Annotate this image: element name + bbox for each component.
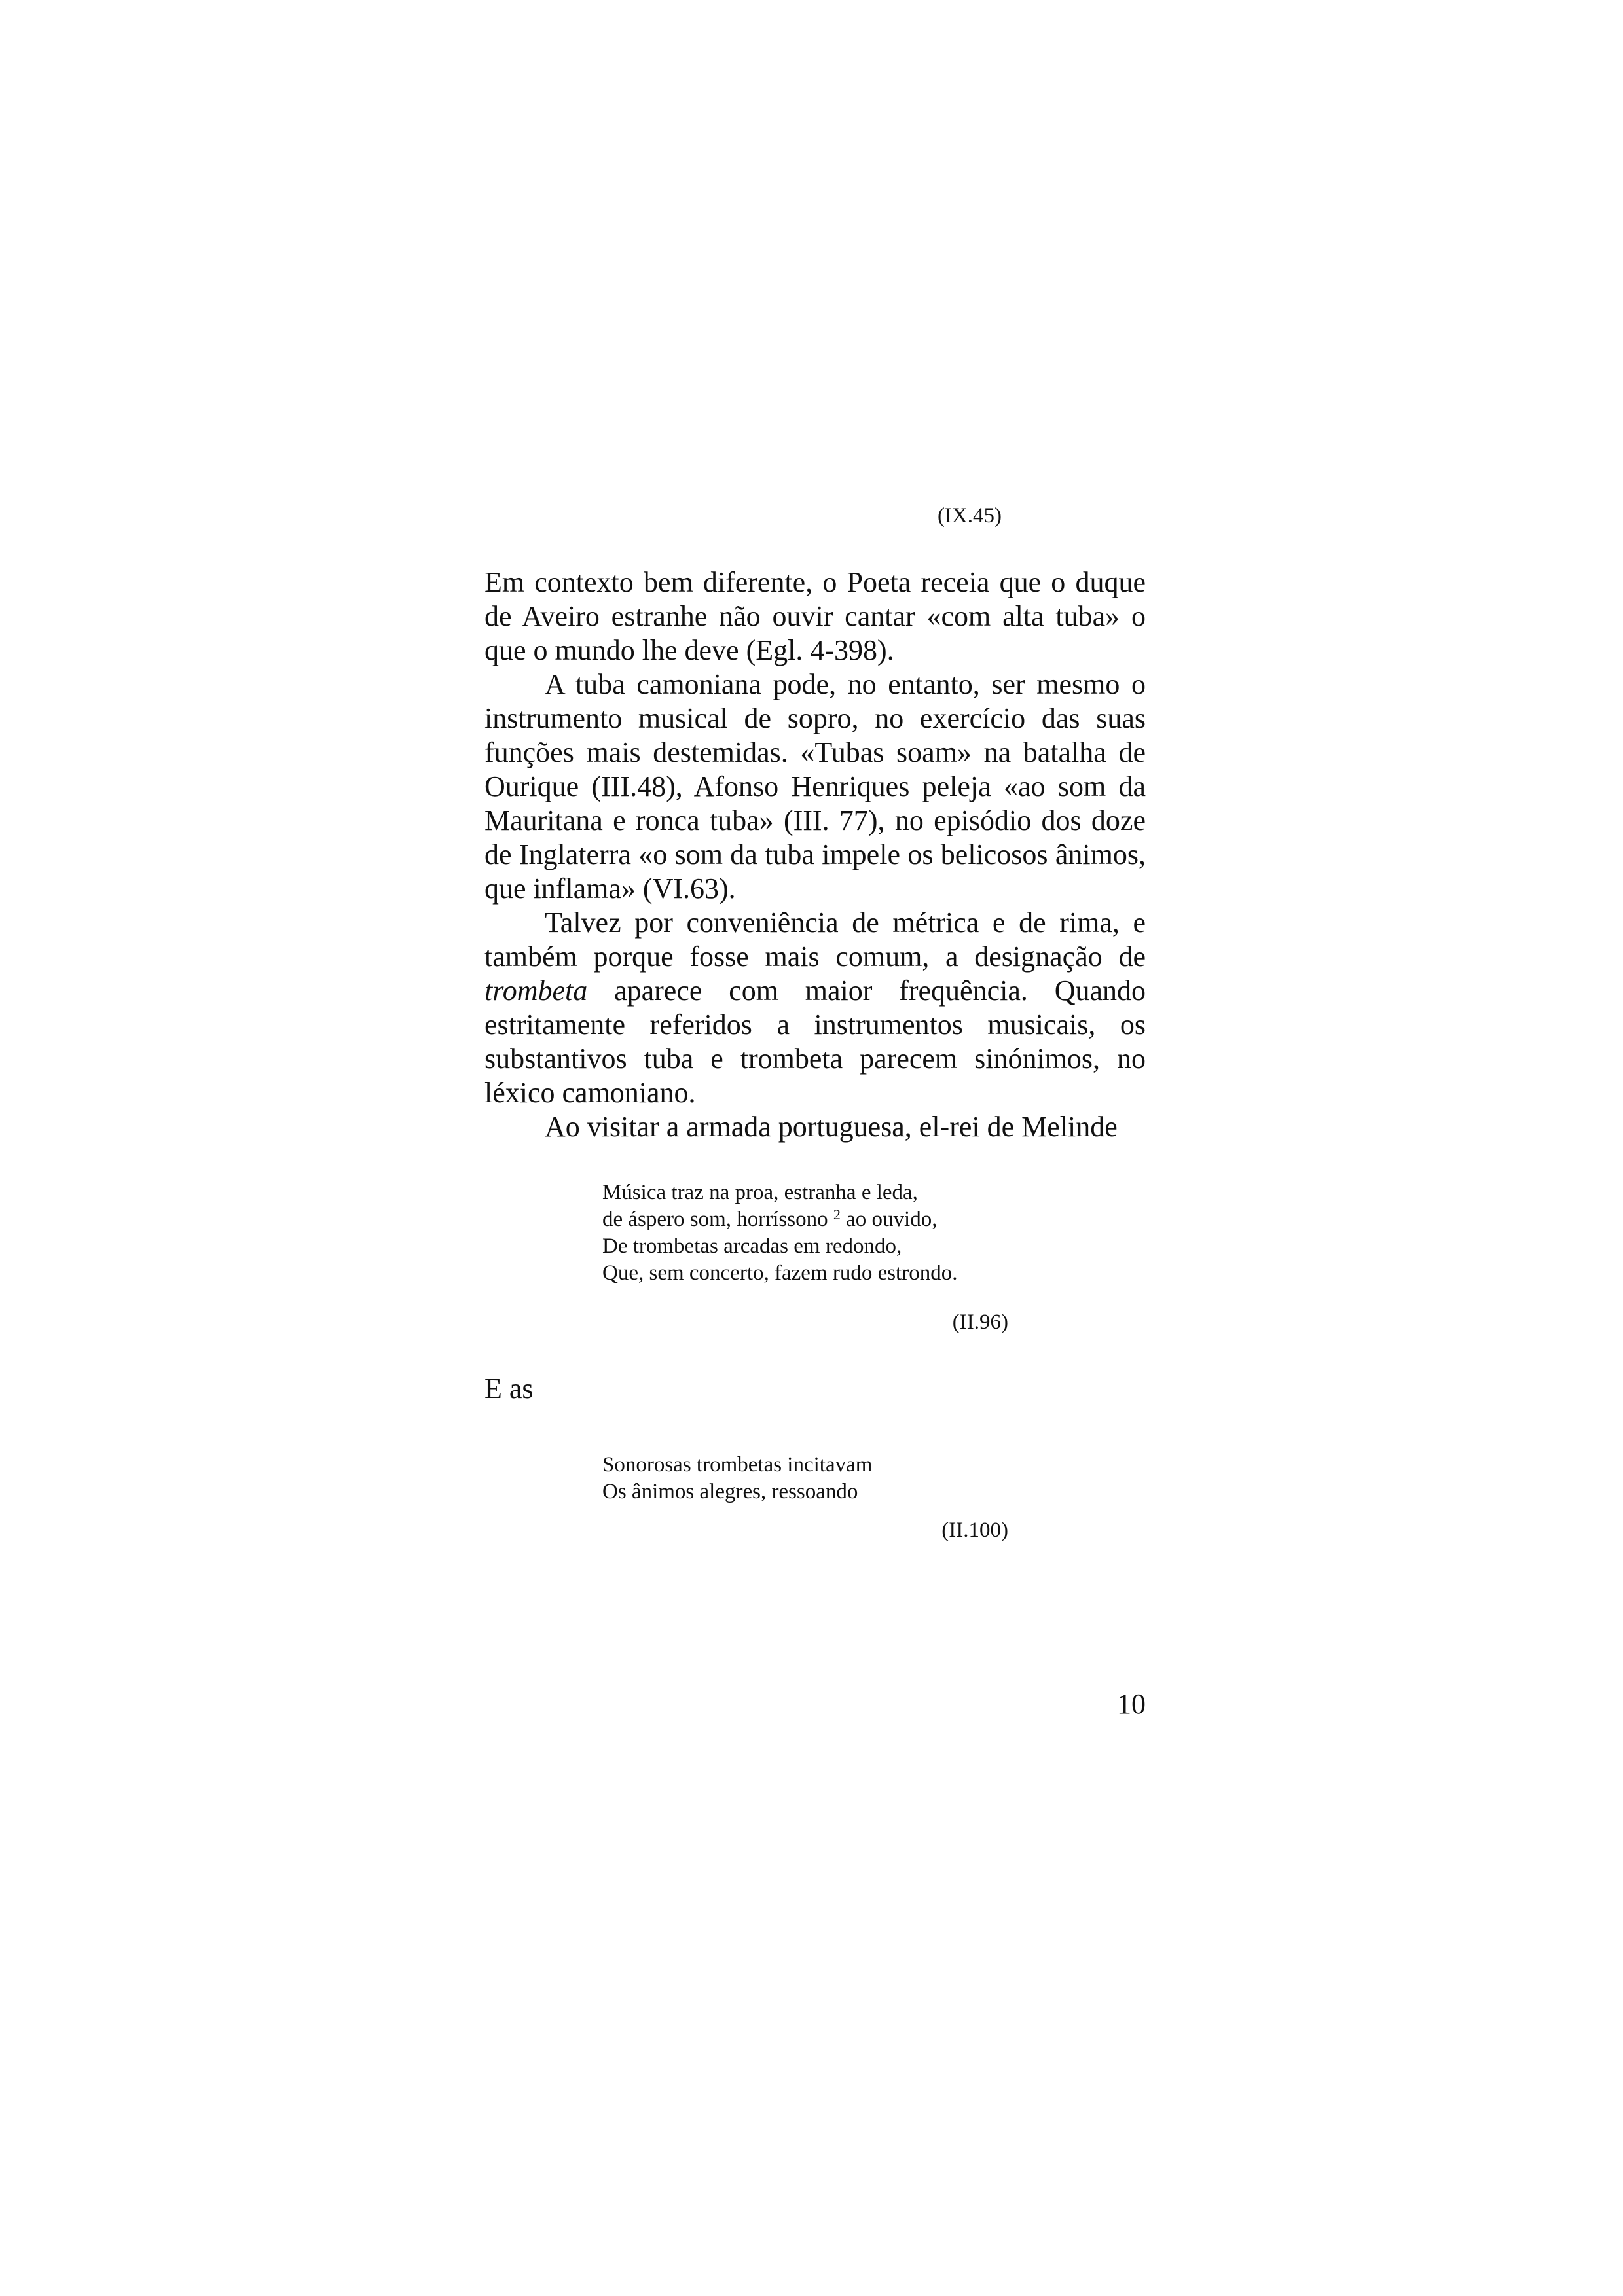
paragraph-duque-aveiro: Em contexto bem diferente, o Poeta receia que o duque de Aveiro estranhe não ouvir cantar «com alta tuba» o que o mundo lhe deve (Egl. 4-398). (484, 566, 1146, 666)
paragraph-tuba-camoniana: A tuba camoniana pode, no entanto, ser mesmo o instrumento musical de sopro, no exercício das suas funções mais destemidas. «Tubas soam» na batalha de Ourique (III.48), Afonso Henriques peleja «ao som da Mauritana e ronca tuba» (III. 77), no episódio dos doze de Inglaterra «o som da tuba impele os belicosos ânimos, que inflama» (VI.63). (484, 668, 1146, 905)
verse-2-line-1: Sonorosas trombetas incitavam (602, 1453, 873, 1477)
paragraph-trombeta-end: aparece com maior frequência. Quando estritamente referidos a instrumentos musicais, os substantivos tuba e trombeta parecem sinónimos, no léxico camoniano. (484, 975, 1146, 1109)
verse-1-line-3: De trombetas arcadas em redondo, (602, 1234, 902, 1258)
footnote-marker[interactable]: 2 (833, 1206, 841, 1223)
verse-2-line-2: Os ânimos alegres, ressoando (602, 1480, 858, 1503)
verse-1-line-4: Que, sem concerto, fazem rudo estrondo. (602, 1261, 958, 1285)
paragraph-melinde: Ao visitar a armada portuguesa, el-rei de Melinde (545, 1111, 1118, 1143)
verse-1-line-1: Música traz na proa, estranha e leda, (602, 1181, 918, 1204)
verse-1-line-2 (602, 1206, 957, 1233)
verse-1-line-2-end: ao ouvido, (846, 1208, 938, 1231)
page-number: 10 (1117, 1688, 1146, 1720)
paragraph-trombeta-start: Talvez por conveniência de métrica e de rima, e também porque fosse mais comum, a designação de (484, 906, 1146, 973)
verse-1-line-2-start: de áspero som, horríssono (602, 1208, 828, 1231)
verse-1-reference: (II.96) (952, 1310, 1008, 1334)
verse-2-reference: (II.100) (941, 1518, 1008, 1542)
lead-in-text: E as (484, 1372, 534, 1405)
paragraph-trombeta (484, 906, 1146, 1110)
verse-quote-1 (602, 1179, 957, 1287)
term-trombeta: trombeta (484, 975, 588, 1007)
body-text (484, 565, 1146, 1144)
top-verse-reference: (IX.45) (937, 504, 1002, 528)
verse-quote-2 (602, 1452, 872, 1505)
